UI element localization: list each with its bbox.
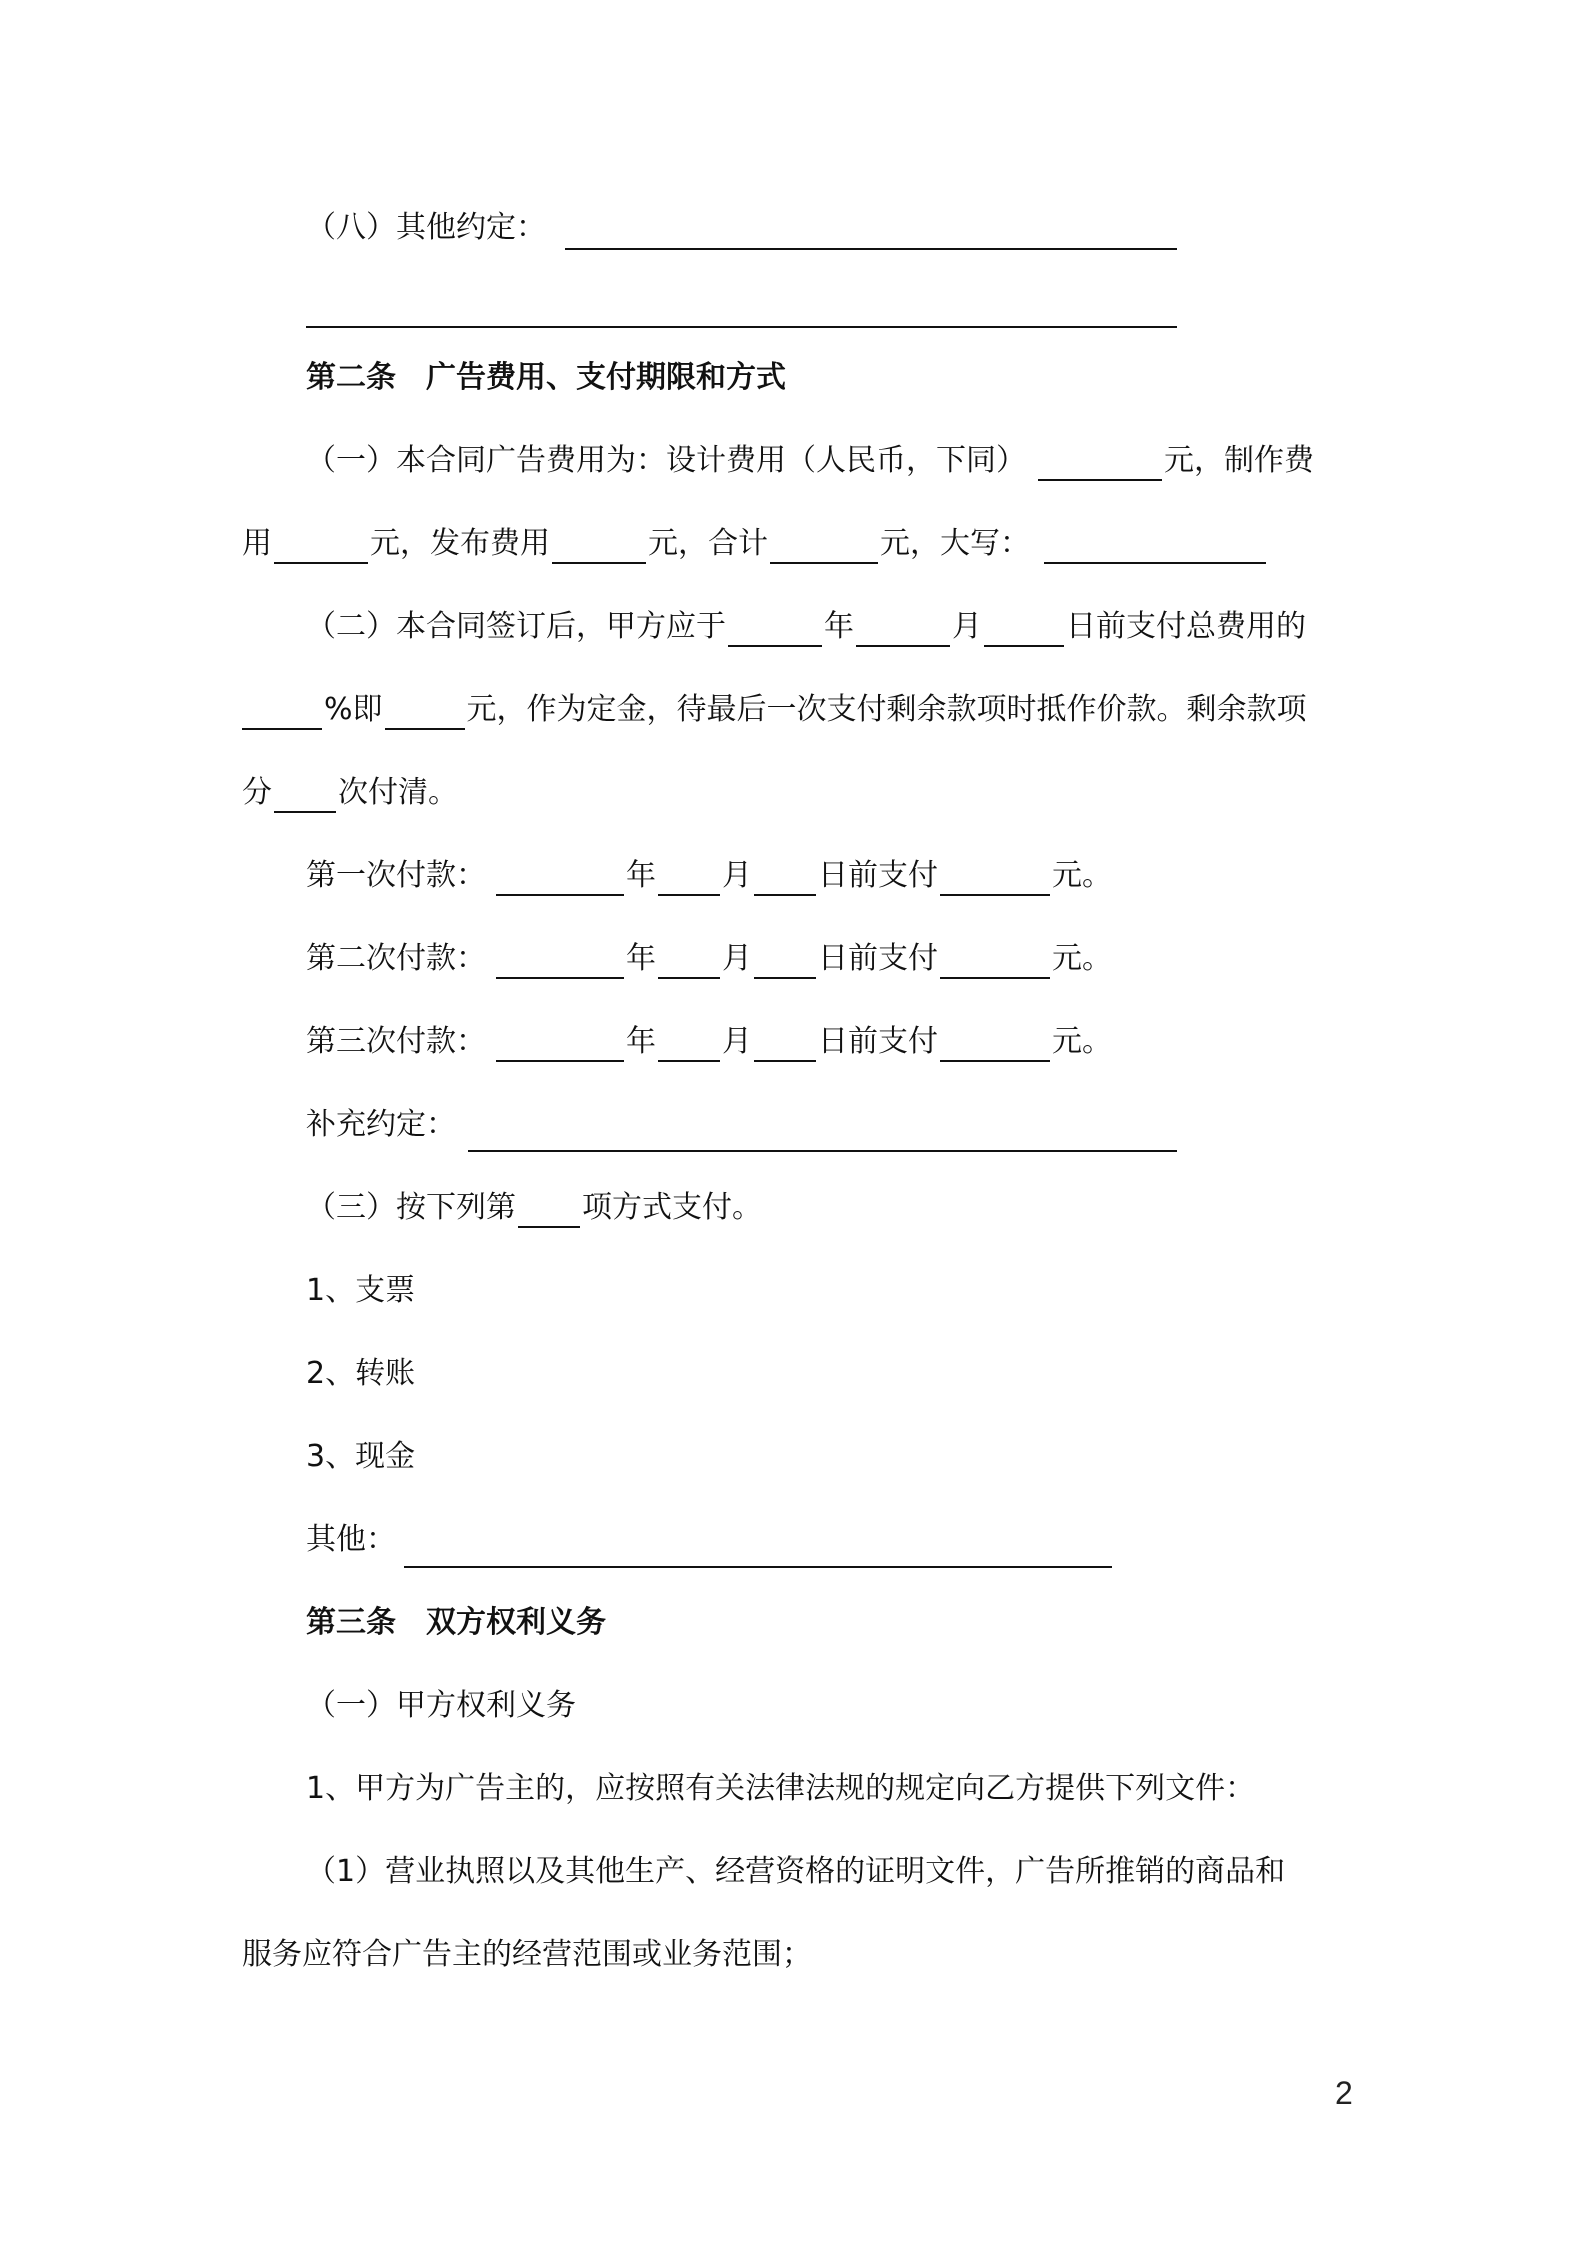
installment-3-year-blank[interactable] [496,1026,624,1062]
day-text: 日前支付 [818,941,938,976]
day-text: 日前支付 [818,1024,938,1059]
option-cash [306,1437,415,1477]
article-2-heading [306,358,786,398]
deposit-year-blank[interactable] [728,611,822,647]
clause-1-text: 1、甲方为广告主的，应按照有关法律法规的规定向乙方提供下列文件： [306,1771,1256,1806]
method-suffix-text: 项方式支付。 [582,1190,762,1225]
method-text: （三）按下列第 [306,1190,516,1225]
clause-1-1 [306,1852,1285,1892]
option-label: 2、转账 [306,1356,416,1391]
split-text: 分 [242,775,272,810]
clause-1-1-cont [242,1935,812,1975]
fee-cont-text: 用 [242,526,272,561]
installment-1-year-blank[interactable] [496,860,624,896]
installment-label: 第二次付款： [306,941,486,976]
installment-2-month-blank[interactable] [658,943,720,979]
fee-uppercase-text: 元，大写： [880,526,1030,561]
other-agreement-line [306,208,546,248]
other-agreement-blank-1[interactable] [565,248,1177,250]
article-3-heading [306,1603,606,1643]
party-a-heading [306,1686,576,1726]
option-label: 3、现金 [306,1439,416,1474]
year-text: 年 [824,609,854,644]
deposit-amount-blank[interactable] [385,694,465,730]
fee-production-text: 元，制作费 [1164,443,1314,478]
month-text: 月 [952,609,982,644]
installment-1-amount-blank[interactable] [940,860,1050,896]
unit-text: 元。 [1052,1024,1112,1059]
installment-2-amount-blank[interactable] [940,943,1050,979]
other-method-blank[interactable] [404,1566,1112,1568]
percent-text: %即 [324,692,383,727]
uppercase-amount-blank[interactable] [1044,528,1266,564]
month-text: 月 [722,858,752,893]
option-label: 1、支票 [306,1273,416,1308]
installment-3-day-blank[interactable] [754,1026,816,1062]
article-2-title: 广告费用、支付期限和方式 [426,360,786,395]
supplement-label: 补充约定： [306,1107,456,1142]
option-transfer [306,1354,415,1394]
clause-1-1-text: （1）营业执照以及其他生产、经营资格的证明文件，广告所推销的商品和 [306,1854,1286,1889]
total-fee-blank[interactable] [770,528,878,564]
deposit-month-blank[interactable] [856,611,950,647]
article-2-number: 第二条 [306,360,396,395]
page-number: 2 [1335,2075,1353,2111]
other-method-label: 其他： [306,1522,396,1557]
clause-1 [306,1769,1255,1809]
method-line [306,1188,762,1228]
supplement-line [306,1105,456,1145]
installment-label: 第三次付款： [306,1024,486,1059]
month-text: 月 [722,1024,752,1059]
article-3-number: 第三条 [306,1605,396,1640]
deposit-day-blank[interactable] [984,611,1064,647]
installment-3-amount-blank[interactable] [940,1026,1050,1062]
other-method-line [306,1520,396,1560]
installment-count-blank[interactable] [274,777,336,813]
installment-2-year-blank[interactable] [496,943,624,979]
installment-row [306,1022,1112,1062]
deposit-percent-blank[interactable] [242,694,322,730]
installment-1-month-blank[interactable] [658,860,720,896]
unit-text: 元。 [1052,858,1112,893]
installment-3-month-blank[interactable] [658,1026,720,1062]
design-fee-blank[interactable] [1038,445,1162,481]
other-agreement-blank-2[interactable] [306,326,1177,328]
installment-1-day-blank[interactable] [754,860,816,896]
supplement-blank[interactable] [468,1150,1177,1152]
deposit-desc-text: 元，作为定金，待最后一次支付剩余款项时抵作价款。剩余款项 [466,692,1307,727]
day-text: 日前支付 [818,858,938,893]
paid-off-text: 次付清。 [338,775,458,810]
installment-label: 第一次付款： [306,858,486,893]
year-text: 年 [626,858,656,893]
installment-row [306,939,1112,979]
unit-text: 元。 [1052,941,1112,976]
option-cheque [306,1271,415,1311]
fee-design-text: （一）本合同广告费用为：设计费用（人民币，下同） [306,443,1026,478]
payment-intro-text: （二）本合同签订后，甲方应于 [306,609,726,644]
payment-line-3 [242,773,458,813]
fee-line-2 [242,524,1268,564]
fee-publish-text: 元，发布费用 [370,526,550,561]
production-fee-blank[interactable] [274,528,368,564]
method-choice-blank[interactable] [518,1192,580,1228]
party-a-heading-text: （一）甲方权利义务 [306,1688,576,1723]
fee-total-text: 元，合计 [648,526,768,561]
other-agreement-label: （八）其他约定： [306,210,546,245]
payment-line-1 [306,607,1306,647]
installment-2-day-blank[interactable] [754,943,816,979]
publish-fee-blank[interactable] [552,528,646,564]
installment-row [306,856,1112,896]
payment-line-2 [242,690,1307,730]
clause-1-1-cont-text: 服务应符合广告主的经营范围或业务范围； [242,1937,812,1972]
month-text: 月 [722,941,752,976]
payment-total-text: 日前支付总费用的 [1066,609,1306,644]
year-text: 年 [626,1024,656,1059]
fee-line-1 [306,441,1314,481]
year-text: 年 [626,941,656,976]
article-3-title: 双方权利义务 [426,1605,606,1640]
